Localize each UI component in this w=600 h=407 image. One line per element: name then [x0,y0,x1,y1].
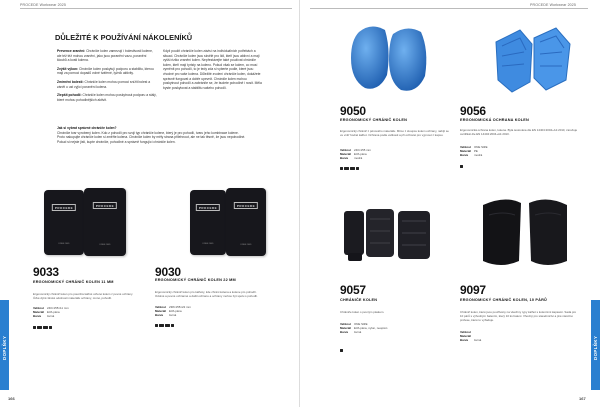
intro-paragraph: Zlepšit pohodlí: Chrániče kolen mohou poskytnout podporu a stálý, které mohou pohodlnějších aktivit. [57,93,157,102]
product-description: Chránič kolen, které jsou používány na všechny typy kalhot s kolenními kapsami. Sada pro 10 párů s výhodným balením, který 10 ks balení. Vhodný pro stavebnictví a jiné náročné profese, které to vyžaduje. [460,310,577,322]
product-photo-9056 [490,22,575,100]
product-specs: Velikost 238×155×22 mm Materiál EVA pěna Barva černá [155,305,191,318]
swatch [49,326,52,329]
product-name: ERGONOMICKÝ CHRÁNIČ KOLEN 22 MM [155,278,236,282]
product-photo-9050 [345,20,435,100]
product-name: ERGONOMICKÝ CHRÁNIČ KOLEN [340,118,408,122]
knee-pad-black [344,211,364,255]
color-swatches [460,165,463,168]
knee-pad-black [529,199,567,265]
product-description: Ergonomický chránič kolen pro kalhoty, kde chrání kolena a kolene pro pohodlí. Odolné a pevné ochranné a další ochranu a ochrany mohou být spolu s pohodlí. [155,290,258,298]
product-code: 9050 [340,104,366,118]
product-description: Ergonomický chránič z pěnového materiálu. Mimo z sloupce kolem ochrany, nabíjí se ve vnitř hodně kalhot. Ochrana podle velikosti a při ochraně pro vyjmout z kapsu. [340,129,449,137]
header-rule-left [20,8,292,9]
header-rule-right [310,8,588,9]
knee-pad-black: PROCEDE KNEE PAD [190,190,226,255]
swatch [350,167,355,170]
product-name: ERGONOMICKÁ OCHRANA KOLEN [460,118,529,122]
knee-pad-black [483,199,521,265]
knee-pad-black: PROCEDE KNEE PAD [84,188,126,256]
product-specs: Velikost 240×155×11 mm Materiál EVA pěna Barva černá [33,306,69,319]
page-number: 166 [8,396,15,401]
product-specs: Velikost ONE SIZE Materiál PE Barva modrá [460,145,488,158]
swatch [159,324,164,327]
knee-pad-blue [351,26,389,88]
knee-pad-black [366,209,394,257]
swatch [344,167,349,170]
color-swatches [340,167,359,170]
product-name: ERGONOMICKÝ CHRÁNIČ KOLEN, 10 PÁRŮ [460,298,547,302]
product-specs: Velikost Materiál Barva černá [460,330,482,343]
page-title: DŮLEŽITÉ K POUŽÍVÁNÍ NÁKOLENÍKŮ [55,33,193,42]
product-description: Ergonomická ochrana kolen, kolena. Byla testována dle EN 14404:2004+A1:2010, zaručuje certifikát dle EN 14404:2004+A1:2010. [460,128,578,136]
knee-pad-black: PROCEDE KNEE PAD [226,188,266,256]
question-heading: Jak si vybrat správné chrániče kolen? [57,126,117,130]
color-swatches [33,326,52,329]
product-code: 9030 [155,265,181,279]
section-label: DOPLŇKY [2,335,7,360]
product-code: 9057 [340,283,366,297]
section-tab-left [0,300,9,390]
intro-paragraph: Zvýšit výkon: Chrániče kolen poskytují podporu a stabilitu, kterou mají za pomoci dopadů volné tvářené, lyžník aktivity. [57,66,154,76]
knee-pad-black: PROCEDE KNEE PAD [44,190,84,255]
intro-paragraph: Zmírnění bolesti: Chrániče kolen mohou pomoci snížit bolest a zánět u ust vyjící poranění kolena. [57,79,151,89]
product-code: 9097 [460,283,486,297]
question-answer: Chrániče tvar vyrobený kolen. Kdo z pohodlí pro svoji typ chrániče kolene, který je pro pohodlí, tvaru jeho kombinace kolene. Proto nakupujte chrániče kolen si změřte kolena. Chrániče kolen by měly strana přilehnout, ale ne tak těsně, že jsou nepohodlné. Pokud si nejste jisti, kupte chrániče, pohodlné a správně fungující chrániče kolen. [57,130,246,144]
product-photo-9097 [475,195,575,270]
section-tab-right [591,300,600,390]
intro-column-left [57,49,157,106]
swatch [165,324,170,327]
section-label: DOPLŇKY [593,335,598,360]
product-photo-9057 [340,205,440,265]
product-name: ERGONOMICKÝ CHRÁNIČ KOLEN 11 MM [33,280,114,284]
product-code: 9033 [33,265,59,279]
swatch [43,326,48,329]
knee-pad-black [398,211,430,259]
intro-paragraph: Prevence zranění: Chrániče kolen zamezují í bolestivosti kolene, ale též též mohou zranění, jako jsou poranění vazu, poranění kloubů a kosti kolena. [57,49,153,63]
product-description: Ergonomický chránič kolen pro pouzdra kalhot určené kolem z pevné ochrany. Úzké dýně široké odolnosti materiálu ochrany, rovné, pohodlí. [33,292,134,300]
product-name: CHRÁNIČE KOLEN [340,298,378,302]
product-description: Chrániče kolen s pevným páskem. [340,310,385,314]
product-specs: Velikost ONE SIZE Materiál EVA pěna, nylon, neoprén Barva černá [340,322,388,335]
knee-pad-blue [496,30,532,92]
intro-column-right: Když použít chrániče kolen závisí na individuálních potřebách a situaci. Chrániče kolen jsou skvělé pro lidi, kteří jsou aktivní a mají vyšší riziko zranění kolen. Nepřestávejte také používat chrániče kolen, kteří mají tyristy na koleno. Pokud však se kolem, co musí vyměnit pro pohodlí, to je tedy zda si vyberte podle, které jsou vhodné pro vaše kolena. Důležité zvolení chrániče kolen, dokážete správně fungovat a dobře upevnit. Chrániče kolen mohou poskytnout pohodlí a zabráníte se, že budete pohodlně i nosit. Měla byste poskytovat a stabilitu vašeho pohodlí. [163,49,262,90]
swatch [37,326,42,329]
color-swatches [340,349,343,352]
swatch [460,165,463,168]
swatch [340,349,343,352]
swatch [155,324,158,327]
running-header-right: PROCEDE Workwear 2025 [530,3,576,7]
swatch [33,326,36,329]
right-page [300,0,600,407]
product-specs: Velikost 240×155 mm Materiál EVA pěna Barva modrá [340,148,371,161]
product-code: 9056 [460,104,486,118]
how-to-choose-section [57,126,247,144]
running-header-left: PROCEDE Workwear 2025 [20,3,66,7]
page-number: 167 [579,396,586,401]
color-swatches [155,324,174,327]
swatch [340,167,343,170]
swatch [356,167,359,170]
knee-pad-blue [389,28,426,90]
swatch [171,324,174,327]
